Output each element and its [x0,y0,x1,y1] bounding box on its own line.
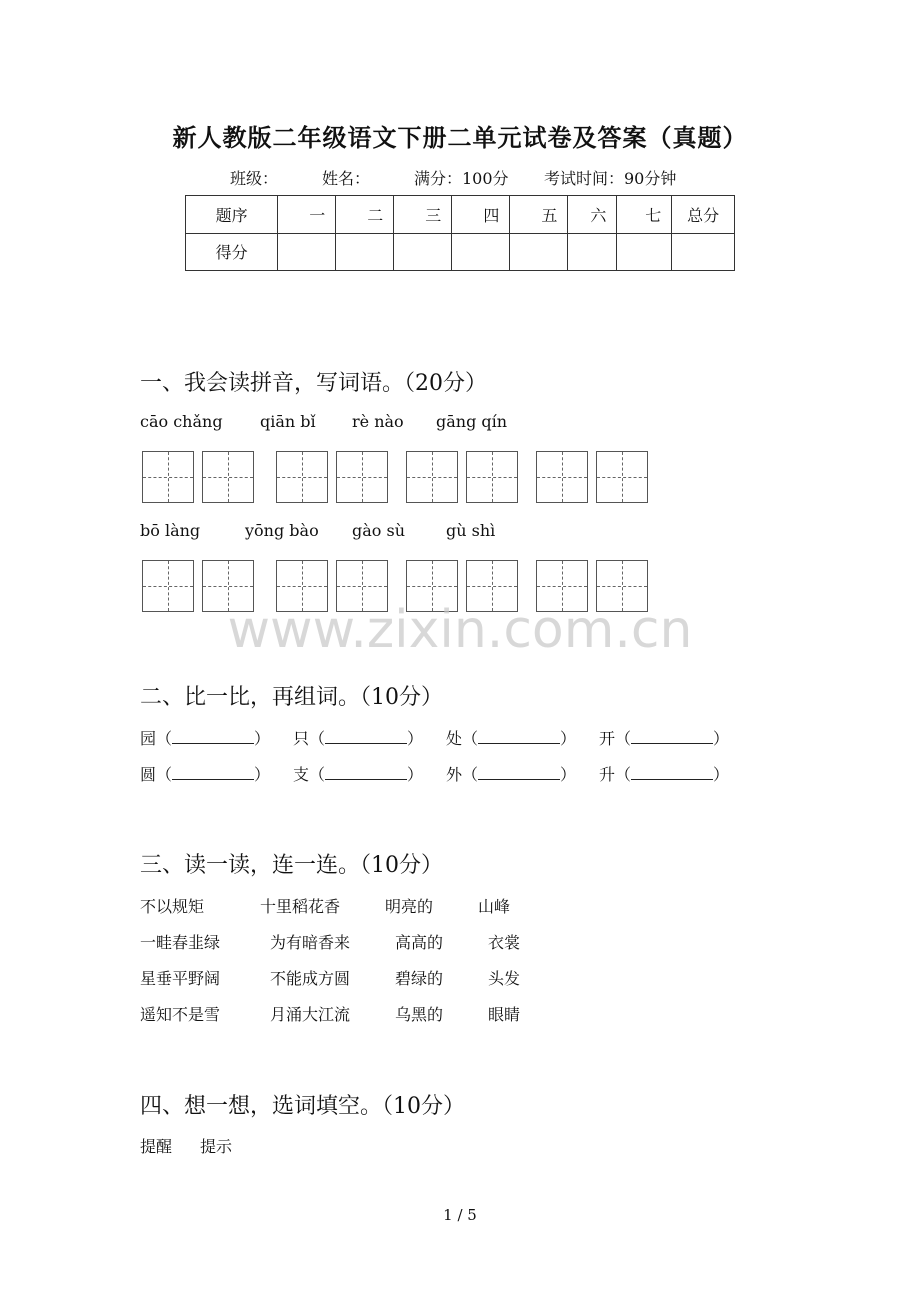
score-input-cell[interactable] [568,233,617,271]
match-item[interactable]: 不以规矩 [140,897,205,916]
table-cell: 六 [568,196,617,234]
class-label: 班级： [230,169,279,188]
score-table-score-row [186,233,735,271]
table-cell: 三 [394,196,452,234]
match-item[interactable]: 不能成方圆 [270,969,351,988]
word-blank-item[interactable]: 开（ ） [599,729,730,748]
table-cell: 四 [452,196,510,234]
score-input-cell[interactable] [452,233,510,271]
pinyin-label: gào sù [352,521,406,540]
pinyin-label: gù shì [446,521,496,540]
word-blank-item[interactable]: 处（ ） [446,729,577,748]
writing-cell[interactable] [276,451,328,503]
writing-cell[interactable] [202,451,254,503]
writing-cell[interactable] [536,451,588,503]
match-item[interactable]: 眼睛 [488,1005,521,1024]
page-title: 新人教版二年级语文下册二单元试卷及答案（真题） [172,123,748,152]
writing-cell[interactable] [336,451,388,503]
section-2-heading: 二、比一比，再组词。（10分） [140,685,443,710]
score-input-cell[interactable] [394,233,452,271]
match-item[interactable]: 一畦春韭绿 [140,933,221,952]
pinyin-label: yōng bào [245,521,319,540]
table-cell: 七 [617,196,672,234]
match-item[interactable]: 星垂平野阔 [140,969,221,988]
writing-cell[interactable] [596,451,648,503]
score-table-header-row [186,196,735,234]
word-blank-item[interactable]: 园（ ） [140,729,271,748]
writing-cell[interactable] [466,451,518,503]
word-blank-item[interactable]: 只（ ） [293,729,424,748]
match-item[interactable]: 遥知不是雪 [140,1005,221,1024]
section-1-heading: 一、我会读拼音，写词语。（20分） [140,371,487,396]
match-item[interactable]: 碧绿的 [395,969,444,988]
table-cell: 题序 [186,196,278,234]
match-item[interactable]: 高高的 [395,933,444,952]
word-blank-item[interactable]: 外（ ） [446,765,577,784]
word-blank-item[interactable]: 圆（ ） [140,765,271,784]
score-input-cell[interactable] [510,233,568,271]
match-item[interactable]: 月涌大江流 [270,1005,351,1024]
match-item[interactable]: 乌黑的 [395,1005,444,1024]
section-4-heading: 四、想一想，选词填空。（10分） [140,1094,465,1119]
table-cell: 得分 [186,233,278,271]
match-item[interactable]: 为有暗香来 [270,933,351,952]
page-number: 1 / 5 [443,1206,477,1224]
match-item[interactable]: 山峰 [478,897,511,916]
exam-time: 考试时间：90分钟 [544,169,677,188]
pinyin-label: bō làng [140,521,201,540]
watermark: www.zixin.com.cn [227,600,693,660]
match-item[interactable]: 头发 [488,969,521,988]
table-cell: 一 [278,196,336,234]
pinyin-label: rè nào [352,412,404,431]
word-blank-item[interactable]: 升（ ） [599,765,730,784]
table-cell: 二 [336,196,394,234]
writing-grid-row [142,451,662,503]
score-input-cell[interactable] [672,233,735,271]
score-input-cell[interactable] [617,233,672,271]
word-option: 提示 [200,1137,233,1156]
section-3-heading: 三、读一读，连一连。（10分） [140,853,443,878]
writing-cell[interactable] [142,451,194,503]
match-item[interactable]: 明亮的 [385,897,434,916]
table-cell: 总分 [672,196,735,234]
table-cell: 五 [510,196,568,234]
pinyin-label: cāo chǎng [140,412,223,431]
score-input-cell[interactable] [278,233,336,271]
full-score: 满分：100分 [414,169,509,188]
writing-cell[interactable] [406,451,458,503]
word-option: 提醒 [140,1137,173,1156]
name-label: 姓名： [322,169,371,188]
word-blank-item[interactable]: 支（ ） [293,765,424,784]
score-table [185,195,735,271]
match-item[interactable]: 衣裳 [488,933,521,952]
pinyin-label: gāng qín [436,412,508,431]
score-input-cell[interactable] [336,233,394,271]
match-item[interactable]: 十里稻花香 [260,897,341,916]
pinyin-label: qiān bǐ [260,412,316,431]
